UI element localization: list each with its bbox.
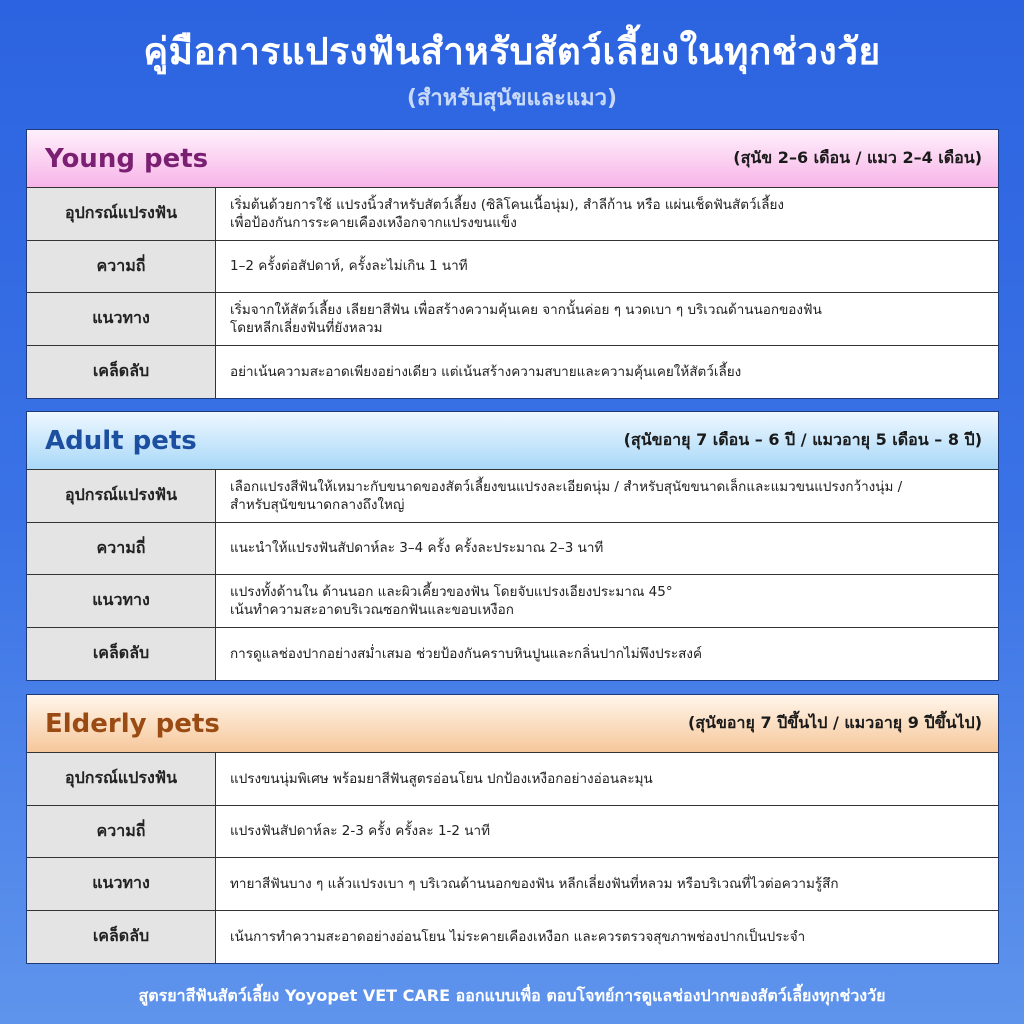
row-label: อุปกรณ์แปรงฟัน [27,188,216,240]
content-line: ทายาสีฟันบาง ๆ แล้วแปรงเบา ๆ บริเวณด้านนอกของฟัน หลีกเลี่ยงฟันที่หลวม หรือบริเวณที่ไวต่อความรู้สึก [230,875,839,892]
table-row [27,188,998,241]
table-row [27,346,998,399]
content-line: แปรงฟันสัปดาห์ละ 2-3 ครั้ง ครั้งละ 1-2 นาที [230,823,491,840]
content-line: แปรงขนนุ่มพิเศษ พร้อมยาสีฟันสูตรอ่อนโยน ปกป้องเหงือกอย่างอ่อนละมุน [230,770,653,787]
table-row [27,241,998,294]
page-subtitle: (สำหรับสุนัขและแมว) [406,86,618,111]
content-line: อย่าเน้นความสะอาดเพียงอย่างเดียว แต่เน้นสร้างความสบายและความคุ้นเคยให้สัตว์เลี้ยง [230,363,742,380]
table-row [27,470,998,523]
content-line: แปรงทั้งด้านใน ด้านนอก และผิวเคี้ยวของฟัน โดยจับแปรงเอียงประมาณ 45° [230,583,673,600]
section-elderly-pets [26,694,999,964]
row-content [216,628,998,681]
section-header [27,695,998,753]
row-label: เคล็ดลับ [27,911,216,964]
content-line: เริ่มต้นด้วยการใช้ แปรงนิ้วสำหรับสัตว์เลี้ยง (ซิลิโคนเนื้อนุ่ม), สำลีก้าน หรือ แผ่นเช็ดฟันสัตว์เลี้ยง [230,196,785,213]
content-line: โดยหลีกเลี่ยงฟันที่ยังหลวม [230,319,383,336]
section-age-range: (สุนัข 2–6 เดือน / แมว 2–4 เดือน) [733,148,982,167]
section-age-range: (สุนัขอายุ 7 เดือน – 6 ปี / แมวอายุ 5 เดือน – 8 ปี) [623,430,982,449]
row-content [216,346,998,399]
section-header [27,130,998,188]
row-content [216,858,998,910]
content-line: 1–2 ครั้งต่อสัปดาห์, ครั้งละไม่เกิน 1 นาที [230,258,468,275]
section-title: Elderly pets [45,708,220,739]
row-content [216,241,998,293]
page-title: คู่มือการแปรงฟันสำหรับสัตว์เลี้ยงในทุกช่วงวัย [143,30,881,73]
row-label: อุปกรณ์แปรงฟัน [27,753,216,805]
row-content [216,293,998,345]
content-line: เริ่มจากให้สัตว์เลี้ยง เลียยาสีฟัน เพื่อสร้างความคุ้นเคย จากนั้นค่อย ๆ นวดเบา ๆ บริเวณด้านนอกของฟัน [230,301,822,318]
row-content [216,911,998,964]
table-row [27,293,998,346]
table-row [27,523,998,576]
content-line: การดูแลช่องปากอย่างสม่ำเสมอ ช่วยป้องกันคราบหินปูนและกลิ่นปากไม่พึงประสงค์ [230,645,703,662]
section-title: Adult pets [45,425,197,456]
row-content [216,188,998,240]
table-row [27,753,998,806]
content-line: เลือกแปรงสีฟันให้เหมาะกับขนาดของสัตว์เลี้ยงขนแปรงละเอียดนุ่ม / สำหรับสุนัขขนาดเล็กและแมวขนแปรงกว้างนุ่ม / [230,478,903,495]
content-line: สำหรับสุนัขขนาดกลางถึงใหญ่ [230,496,405,513]
row-content [216,806,998,858]
row-label: แนวทาง [27,858,216,910]
row-label: ความถี่ [27,241,216,293]
section-header [27,412,998,470]
content-line: แนะนำให้แปรงฟันสัปดาห์ละ 3–4 ครั้ง ครั้งละประมาณ 2–3 นาที [230,540,604,557]
row-label: อุปกรณ์แปรงฟัน [27,470,216,522]
section-title: Young pets [45,143,209,174]
section-age-range: (สุนัขอายุ 7 ปีขึ้นไป / แมวอายุ 9 ปีขึ้นไป) [687,713,982,732]
row-label: แนวทาง [27,575,216,627]
row-label: ความถี่ [27,806,216,858]
content-line: เพื่อป้องกันการระคายเคืองเหงือกจากแปรงขนแข็ง [230,214,517,231]
row-label: เคล็ดลับ [27,628,216,681]
table-row [27,575,998,628]
row-content [216,523,998,575]
content-line: เน้นทำความสะอาดบริเวณซอกฟันและขอบเหงือก [230,601,514,618]
row-content [216,753,998,805]
row-label: แนวทาง [27,293,216,345]
row-label: ความถี่ [27,523,216,575]
row-content [216,575,998,627]
table-row [27,806,998,859]
row-label: เคล็ดลับ [27,346,216,399]
section-adult-pets [26,411,999,681]
table-row [27,858,998,911]
footer-note: สูตรยาสีฟันสัตว์เลี้ยง Yoyopet VET CARE ออกแบบเพื่อ ตอบโจทย์การดูแลช่องปากของสัตว์เลี้ยงทุกช่วงวัย [138,986,886,1005]
content-line: เน้นการทำความสะอาดอย่างอ่อนโยน ไม่ระคายเคืองเหงือก และควรตรวจสุขภาพช่องปากเป็นประจำ [230,928,806,945]
table-row [27,911,998,964]
table-row [27,628,998,681]
row-content [216,470,998,522]
section-young-pets [26,129,999,399]
